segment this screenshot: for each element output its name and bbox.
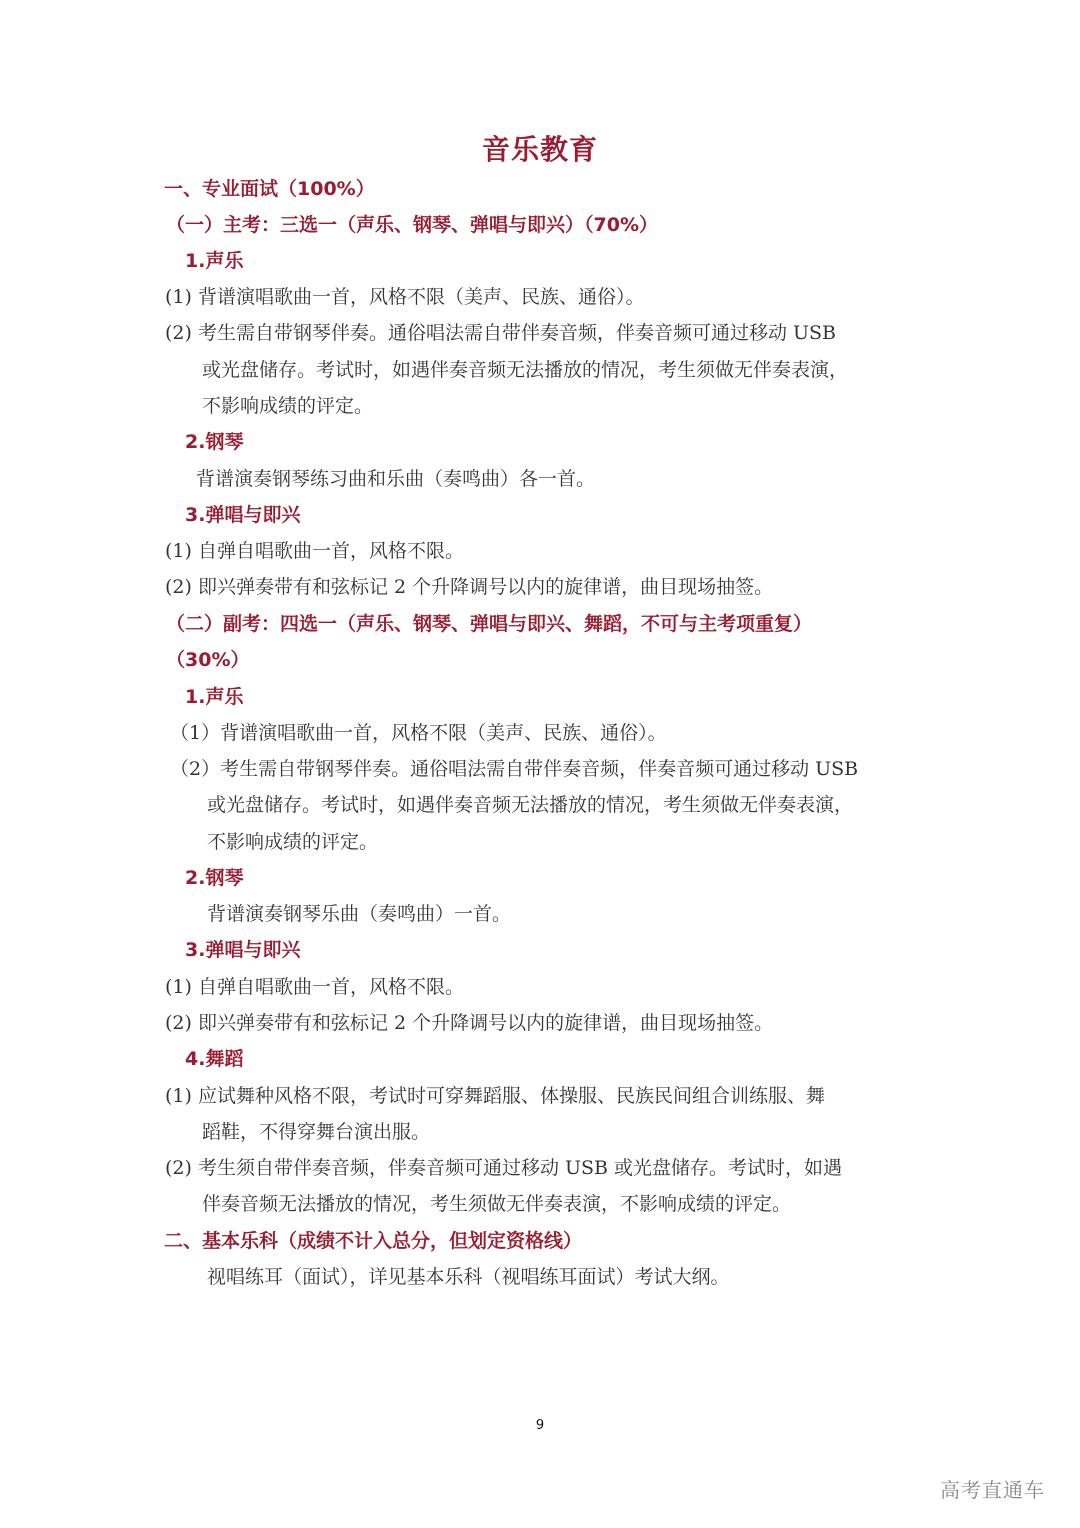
body-text: (1) 应试舞种风格不限，考试时可穿舞蹈服、体操服、民族民间组合训练服、舞 — [165, 1085, 825, 1107]
subsection-heading-main-exam: （一）主考：三选一（声乐、钢琴、弹唱与即兴）（70%） — [166, 214, 658, 236]
watermark: 高考直通车 — [940, 1478, 1045, 1502]
page-number: 9 — [535, 1418, 545, 1433]
item-heading-piano: 2.钢琴 — [185, 867, 244, 889]
body-text: （1）背谱演唱歌曲一首，风格不限（美声、民族、通俗）。 — [170, 722, 667, 744]
body-text: (2) 考生需自带钢琴伴奏。通俗唱法需自带伴奏音频，伴奏音频可通过移动 USB — [165, 322, 836, 344]
body-text: 不影响成绩的评定。 — [207, 831, 379, 853]
item-heading-vocal: 1.声乐 — [185, 686, 244, 708]
item-heading-dance: 4.舞蹈 — [185, 1048, 244, 1070]
page-title: 音乐教育 — [481, 133, 598, 166]
body-text: 不影响成绩的评定。 — [202, 395, 374, 417]
section-heading-basic-music: 二、基本乐科（成绩不计入总分，但划定资格线） — [164, 1230, 583, 1252]
subsection-heading-minor-exam: （二）副考：四选一（声乐、钢琴、弹唱与即兴、舞蹈，不可与主考项重复） — [166, 613, 813, 635]
body-text: 蹈鞋，不得穿舞台演出服。 — [202, 1121, 431, 1143]
section-heading-professional-interview: 一、专业面试（100%） — [164, 178, 375, 200]
body-text: 视唱练耳（面试），详见基本乐科（视唱练耳面试）考试大纲。 — [207, 1266, 730, 1288]
item-heading-vocal: 1.声乐 — [185, 250, 244, 272]
item-heading-sing-play: 3.弹唱与即兴 — [185, 504, 301, 526]
body-text: (1) 背谱演唱歌曲一首，风格不限（美声、民族、通俗）。 — [165, 286, 645, 308]
body-text: （2）考生需自带钢琴伴奏。通俗唱法需自带伴奏音频，伴奏音频可通过移动 USB — [170, 758, 859, 780]
body-text: (1) 自弹自唱歌曲一首，风格不限。 — [165, 540, 464, 562]
item-heading-sing-play: 3.弹唱与即兴 — [185, 939, 301, 961]
body-text: 伴奏音频无法播放的情况，考生须做无伴奏表演，不影响成绩的评定。 — [202, 1193, 792, 1215]
body-text: 或光盘储存。考试时，如遇伴奏音频无法播放的情况，考生须做无伴奏表演， — [207, 794, 854, 816]
body-text: 或光盘储存。考试时，如遇伴奏音频无法播放的情况，考生须做无伴奏表演， — [202, 359, 849, 381]
body-text: 背谱演奏钢琴乐曲（奏鸣曲）一首。 — [207, 903, 512, 925]
subsection-heading-minor-exam-weight: （30%） — [166, 649, 250, 671]
body-text: (2) 即兴弹奏带有和弦标记 2 个升降调号以内的旋律谱，曲目现场抽签。 — [165, 1012, 774, 1034]
body-text: (2) 考生须自带伴奏音频，伴奏音频可通过移动 USB 或光盘储存。考试时，如遇 — [165, 1157, 843, 1179]
body-text: (2) 即兴弹奏带有和弦标记 2 个升降调号以内的旋律谱，曲目现场抽签。 — [165, 576, 774, 598]
body-text: (1) 自弹自唱歌曲一首，风格不限。 — [165, 976, 464, 998]
item-heading-piano: 2.钢琴 — [185, 431, 244, 453]
body-text: 背谱演奏钢琴练习曲和乐曲（奏鸣曲）各一首。 — [196, 468, 596, 490]
